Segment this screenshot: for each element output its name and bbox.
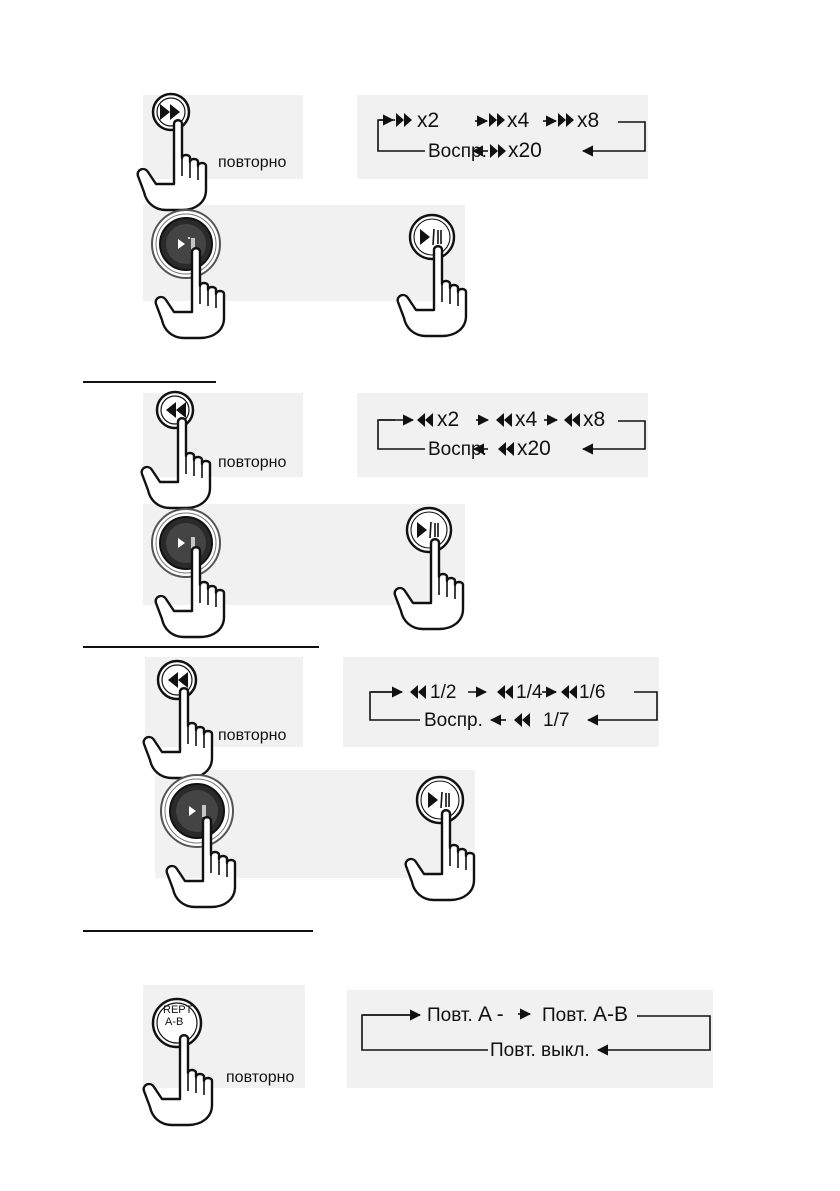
rept-button-line2: A-B: [165, 1016, 184, 1028]
rew-x2: x2: [437, 408, 460, 431]
rew-x20: x20: [517, 437, 551, 460]
ff-play-label: Воспр.: [428, 141, 487, 162]
play-pause-button[interactable]: [417, 777, 463, 823]
rew-slow-button[interactable]: [158, 661, 196, 699]
slow-sequence-arrows: [370, 692, 657, 720]
play-pause-dial[interactable]: [152, 210, 220, 278]
pointing-hand-icon: [138, 120, 206, 210]
pointing-hand-icon: [142, 418, 210, 508]
slow-1-2: 1/2: [430, 682, 457, 703]
slow-1-7: 1/7: [543, 710, 570, 731]
rew-button[interactable]: [157, 392, 193, 428]
repeat-label: повторно: [218, 154, 287, 171]
slow-1-4: 1/4: [516, 682, 543, 703]
repeat-ab-label: Повт.: [542, 1005, 588, 1026]
pointing-hand-icon: [144, 1035, 212, 1125]
slow-1-6: 1/6: [579, 682, 606, 703]
repeat-label: повторно: [218, 454, 287, 471]
repeat-label: повторно: [226, 1069, 295, 1086]
rew-x8: x8: [583, 408, 606, 431]
repeat-label: повторно: [218, 727, 287, 744]
rept-button-line1: REPT: [163, 1004, 193, 1016]
repeat-a-label: Повт.: [427, 1005, 473, 1026]
rew-x4: x4: [515, 408, 538, 431]
repeat-off-label: Повт. выкл.: [490, 1040, 590, 1061]
play-pause-button[interactable]: [407, 508, 451, 552]
pointing-hand-icon: [144, 688, 212, 778]
ff-x8: x8: [577, 109, 600, 132]
slow-play-label: Воспр.: [424, 710, 483, 731]
ff-x4: x4: [507, 109, 530, 132]
ff-button[interactable]: [153, 94, 189, 130]
ff-x20: x20: [508, 139, 542, 162]
play-pause-button[interactable]: [410, 215, 454, 259]
ff-x2: x2: [417, 109, 440, 132]
repeat-a-suffix: A -: [478, 1003, 504, 1026]
repeat-ab-suffix: A-B: [593, 1003, 629, 1026]
rew-play-label: Воспр.: [428, 439, 487, 460]
play-pause-dial[interactable]: [161, 775, 233, 847]
play-pause-dial[interactable]: [152, 509, 220, 577]
